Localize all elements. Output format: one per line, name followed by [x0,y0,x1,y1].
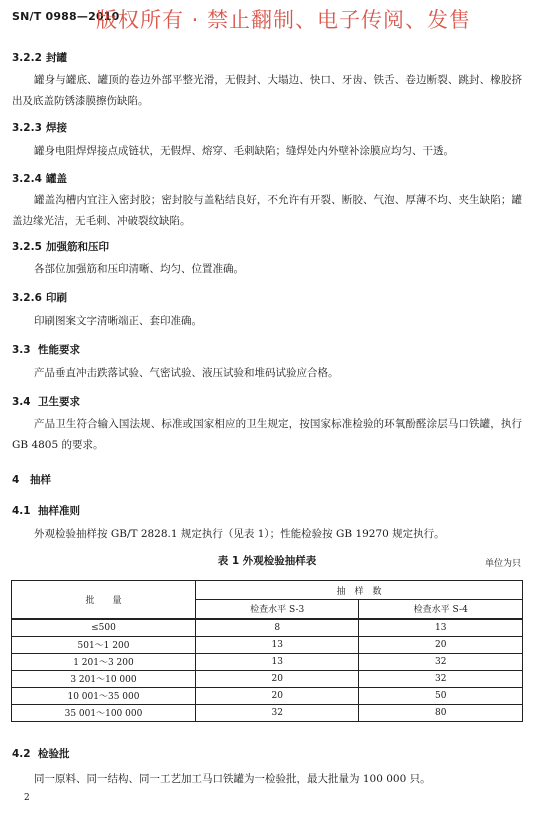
section-title: 罐盖 [46,173,67,185]
section-number: 4.1 [12,505,31,517]
header-level-s3: 检查水平 S-3 [195,600,359,619]
section-paragraph-4-1: 外观检验抽样按 GB/T 2828.1 规定执行（见表 1）；性能检验按 GB 19270 规定执行。 [34,528,445,540]
cell-s4: 50 [359,687,523,704]
cell-s4: 20 [359,636,523,653]
section-heading-3-3 [12,342,80,357]
cell-batch: ≤500 [12,619,196,637]
section-paragraph-3-2-5: 各部位加强筋和压印清晰、均匀、位置准确。 [34,263,244,275]
section-heading-3-2-3 [12,120,67,135]
cell-s3: 20 [195,687,359,704]
section-paragraph-3-2-3: 罐身电阻焊焊接点成链状，无假焊、熔穿、毛刺缺陷；缝焊处内外壁补涂膜应均匀、干透。 [34,145,454,157]
copyright-watermark: 版权所有 · 禁止翻制、电子传阅、发售 [96,8,472,32]
section-heading-3-2-2 [12,50,67,65]
cell-s4: 32 [359,670,523,687]
cell-batch: 35 001～100 000 [12,704,196,721]
page-number: 2 [24,793,30,803]
section-paragraph-3-2-2: 罐身与罐底、罐顶的卷边外部平整光滑，无假封、大塌边、快口、牙齿、铁舌、卷边断裂、跳封、橡胶挤出及底盖防锈漆膜擦伤缺陷。 [12,74,522,107]
section-title: 焊接 [46,122,67,134]
section-title: 性能要求 [38,344,80,356]
cell-s4: 32 [359,653,523,670]
table-row [12,704,523,721]
section-number: 3.2.4 [12,173,42,185]
standard-code: SN/T 0988—2010 [12,10,120,23]
section-title: 封罐 [46,52,67,64]
section-number: 3.3 [12,344,31,356]
table-row [12,670,523,687]
section-title: 检验批 [38,748,70,760]
cell-s4: 80 [359,704,523,721]
section-heading-3-2-4 [12,171,67,186]
section-paragraph-3-2-6: 印刷图案文字清晰端正、套印准确。 [34,315,202,327]
cell-batch: 10 001～35 000 [12,687,196,704]
cell-batch: 1 201～3 200 [12,653,196,670]
section-title: 卫生要求 [38,396,80,408]
cell-s3: 13 [195,653,359,670]
section-heading-3-4 [12,394,80,409]
section-number: 4.2 [12,748,31,760]
section-title: 印刷 [46,292,67,304]
header-batch-size: 批 量 [12,581,196,619]
table-unit: 单位为只 [484,559,521,569]
table-row [12,619,523,637]
section-title: 抽样 [30,474,51,486]
cell-batch: 3 201～10 000 [12,670,196,687]
section-number: 4 [12,474,20,486]
header-level-s4: 检查水平 S-4 [359,600,523,619]
section-number: 3.2.6 [12,292,42,304]
section-number: 3.4 [12,396,31,408]
cell-s3: 8 [195,619,359,637]
section-heading-4-1 [12,503,80,518]
section-number: 3.2.2 [12,52,42,64]
table-title: 表 1 外观检验抽样表 [217,555,317,567]
section-paragraph-3-3: 产品垂直冲击跌落试验、气密试验、液压试验和堆码试验应合格。 [34,367,339,379]
section-heading-3-2-5 [12,239,109,254]
header-sample-size: 抽 样 数 [195,581,522,600]
cell-s4: 13 [359,619,523,637]
section-heading-4-2 [12,746,70,761]
sampling-table [11,580,523,722]
section-paragraph-4-2: 同一原料、同一结构、同一工艺加工马口铁罐为一检验批，最大批量为 100 000 只。 [34,773,431,785]
section-paragraph-3-2-4: 罐盖沟槽内宜注入密封胶；密封胶与盖粘结良好，不允许有开裂、断胶、气泡、厚薄不均、夹生缺陷；罐盖边缘光洁，无毛刺、冲破裂纹缺陷。 [12,194,522,227]
cell-s3: 32 [195,704,359,721]
section-number: 3.2.3 [12,122,42,134]
section-number: 3.2.5 [12,241,42,253]
section-paragraph-3-4: 产品卫生符合输入国法规、标准或国家相应的卫生规定，按国家标准检验的环氧酚醛涂层马口铁罐，执行 GB 4805 的要求。 [12,418,522,451]
section-heading-4 [12,472,51,487]
section-heading-3-2-6 [12,290,67,305]
section-title: 抽样准则 [38,505,80,517]
table-row [12,636,523,653]
table-row [12,687,523,704]
cell-s3: 13 [195,636,359,653]
cell-batch: 501～1 200 [12,636,196,653]
section-title: 加强筋和压印 [46,241,109,253]
cell-s3: 20 [195,670,359,687]
table-row [12,653,523,670]
